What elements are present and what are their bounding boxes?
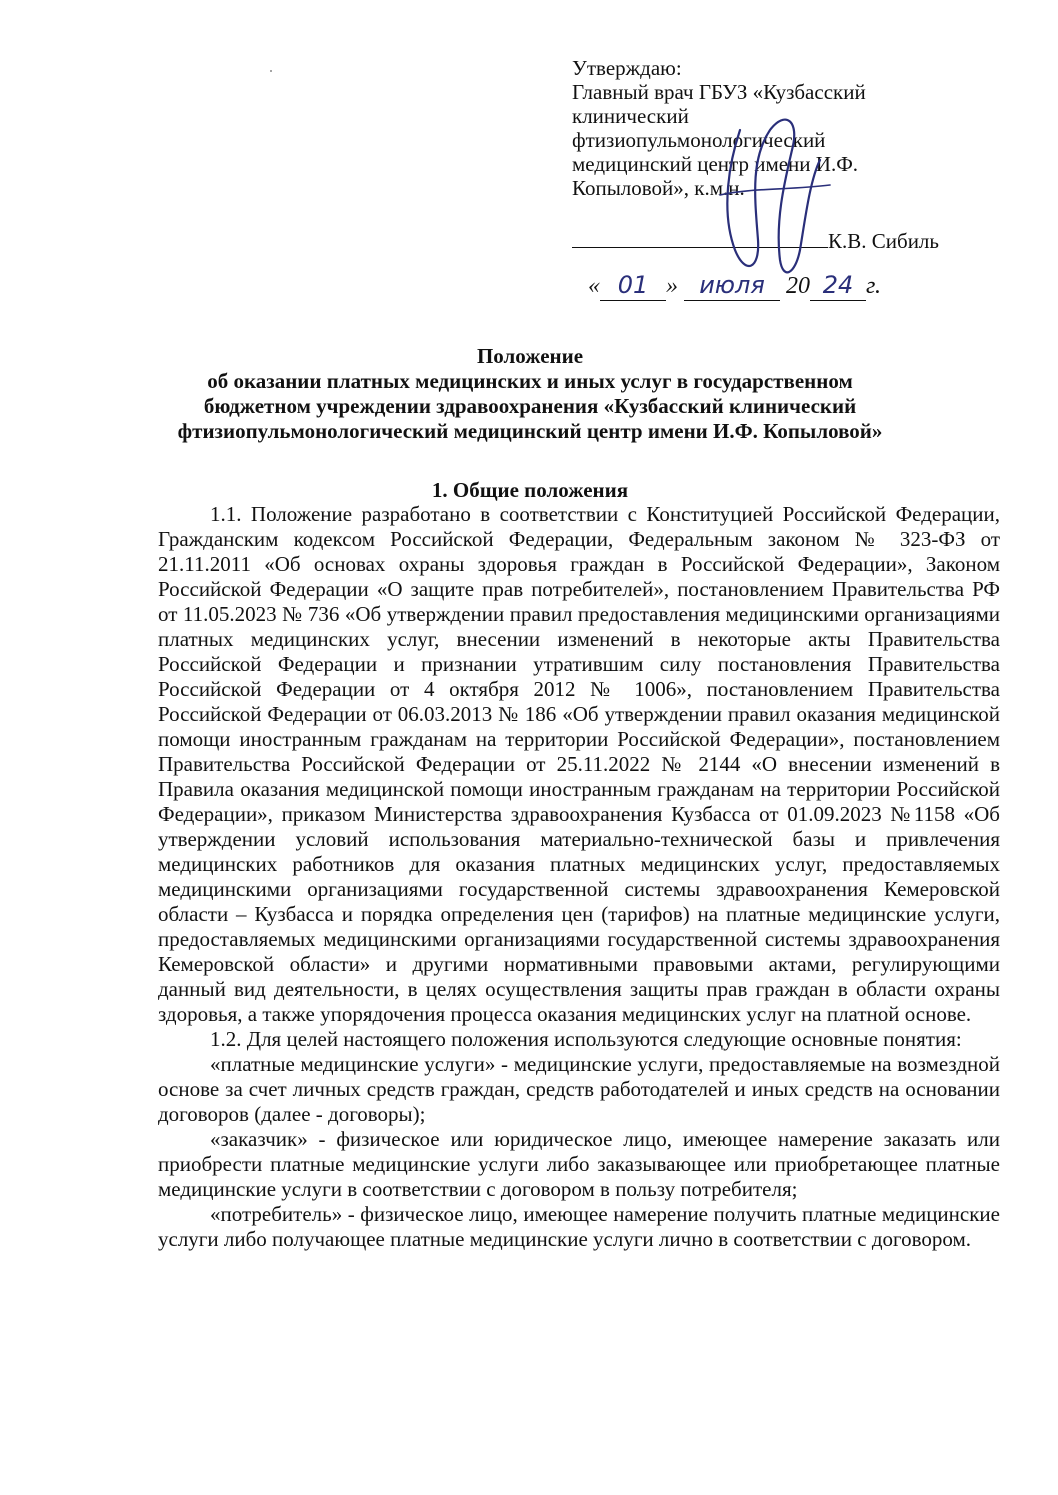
date-day: 01 <box>600 270 666 301</box>
section-heading: 1. Общие положения <box>431 478 629 502</box>
approval-line: Копыловой», к.м.н. <box>572 176 745 200</box>
date-close-quote: » <box>666 273 678 299</box>
title-line: бюджетном учреждении здравоохранения «Кузбасский клинический <box>203 394 857 418</box>
approval-line: Утверждаю: <box>572 56 682 80</box>
date-month: июля <box>684 270 780 301</box>
paragraph: «заказчик» - физическое или юридическое лицо, имеющее намерение заказать или приобрести платные медицинские услуги либо заказывающее или приобретающее платные медицинские услуги в соответствии с договором в пользу потребителя; <box>158 1127 1000 1201</box>
document-title <box>150 344 910 444</box>
paragraph: «потребитель» - физическое лицо, имеющее намерение получить платные медицинские услуги либо получающее платные медицинские услуги лично в соответствии с договором. <box>158 1202 1000 1251</box>
title-line: фтизиопульмонологический медицинский центр имени И.Ф. Копыловой» <box>177 419 883 443</box>
approval-line: фтизиопульмонологический <box>572 128 826 152</box>
paragraph: 1.2. Для целей настоящего положения используются следующие основные понятия: <box>210 1027 962 1051</box>
signer-name: К.В. Сибиль <box>828 229 939 253</box>
paragraph: «платные медицинские услуги» - медицинские услуги, предоставляемые на возмездной основе за счет личных средств граждан, средств работодателей и иных средств на основании договоров (далее - договоры); <box>158 1052 1000 1126</box>
date-year-suffix: 24 <box>810 270 866 301</box>
section-body <box>158 502 1000 1252</box>
signature-icon <box>700 100 840 290</box>
approval-date <box>588 270 881 301</box>
title-line: Положение <box>476 344 584 368</box>
approval-line: медицинский центр имени И.Ф. <box>572 152 859 176</box>
paragraph: 1.1. Положение разработано в соответствии с Конституцией Российской Федерации, Гражданским кодексом Российской Федерации, Федеральным законом № 323-ФЗ от 21.11.2011 «Об основах охраны здоровья граждан в Российской Федерации», Законом Российской Федерации «О защите прав потребителей», постановлением Правительства РФ от 11.05.2023 № 736 «Об утверждении правил предоставления медицинскими организациями платных медицинских услуг, внесении изменений в некоторые акты Правительства Российской Федерации и признании утратившим силу постановления Правительства Российской Федерации от 4 октября 2012 № 1006», постановлением Правительства Российской Федерации от 06.03.2013 № 186 «Об утверждении правил оказания медицинской помощи иностранным гражданам на территории Российской Федерации», постановлением Правительства Российской Федерации от 25.11.2022 № 2144 «О внесении изменений в Правила оказания медицинской помощи иностранным гражданам на территории Российской Федерации», приказом Министерства здравоохранения Кузбасса от 01.09.2023 №1158 «Об утверждении условий использования материально-технической базы и привлечения медицинских работников для оказания платных медицинских услуг, предоставляемых медицинскими организациями государственной системы здравоохранения Кемеровской области – Кузбасса и порядка определения цен (тарифов) на платные медицинские услуги, предоставляемых медицинскими организациями государственной системы здравоохранения Кемеровской области» и другими нормативными правовыми актами, регулирующими данный вид деятельности, в целях осуществления защиты прав граждан в области охраны здоровья, а также упорядочения процесса оказания медицинских услуг на платной основе. <box>158 502 1000 1026</box>
approval-line: клинический <box>572 104 689 128</box>
title-line: об оказании платных медицинских и иных услуг в государственном <box>207 369 853 393</box>
date-open-quote: « <box>588 273 600 299</box>
date-year-unit: г. <box>866 273 882 299</box>
approval-line: Главный врач ГБУЗ «Кузбасский <box>572 80 866 104</box>
date-year-prefix: 20 <box>786 273 810 299</box>
scan-speck <box>270 70 272 72</box>
